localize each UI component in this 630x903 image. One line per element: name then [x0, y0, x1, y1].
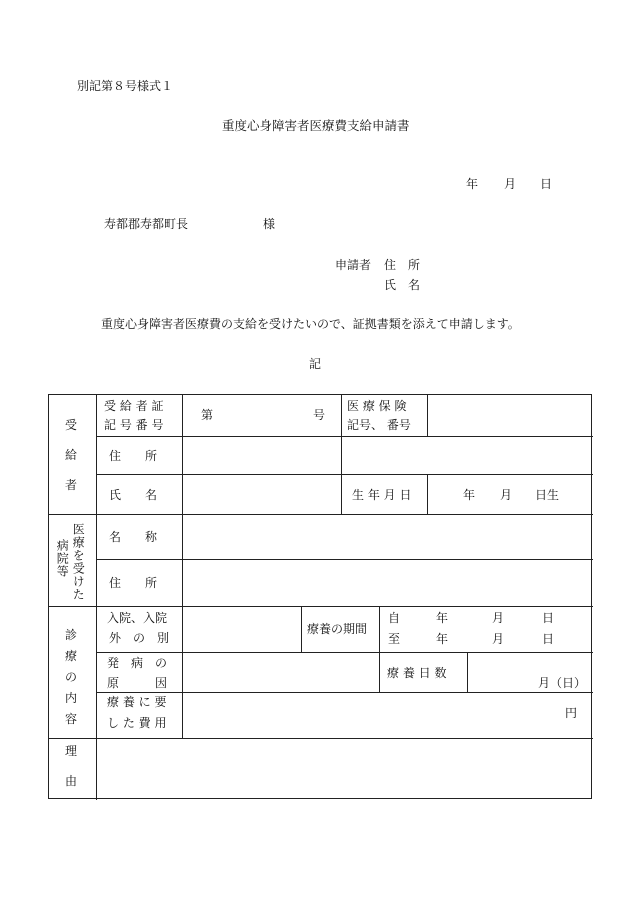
recipient-name-field[interactable] — [185, 477, 339, 512]
section-hospital-col1: 医療を受けた — [71, 523, 86, 601]
section-hospital-col2: 病院等 — [55, 539, 70, 578]
cost-unit: 円 — [565, 706, 578, 720]
hospital-name-label: 名 称 — [109, 530, 158, 544]
treatment-days-unit: 月（日） — [538, 676, 587, 690]
date-month-label: 月 — [504, 177, 517, 191]
reason-field[interactable] — [99, 741, 590, 797]
cert-label-line1: 受 給 者 証 — [104, 399, 164, 413]
addressee-name: 寿都郡寿都町長 — [104, 217, 189, 231]
section-treatment-char-5: 容 — [65, 712, 78, 726]
cost-field[interactable] — [185, 695, 555, 736]
birth-month-label: 月 — [500, 488, 513, 502]
cost-label-line1: 療 養 に 要 — [107, 695, 167, 709]
recipient-address-field[interactable] — [185, 439, 590, 472]
cert-dai-label: 第 — [201, 408, 214, 422]
period-from-year-label: 年 — [436, 611, 449, 625]
cost-label-line2: し た 費 用 — [107, 716, 167, 730]
section-treatment-char-1: 診 — [65, 628, 78, 642]
date-day-label: 日 — [540, 177, 553, 191]
hospital-address-label: 住 所 — [109, 576, 158, 590]
cert-number-field[interactable] — [215, 401, 309, 431]
hospital-address-field[interactable] — [185, 562, 590, 604]
cert-go-label: 号 — [313, 408, 326, 422]
period-to-day-label: 日 — [542, 632, 555, 646]
insurance-label-line1: 医 療 保 険 — [347, 399, 407, 413]
body-text: 重度心身障害者医療費の支給を受けたいので、証拠書類を添えて申請します。 — [101, 317, 520, 331]
cause-label-line1: 発 病 の — [107, 656, 168, 670]
period-to-month-label: 月 — [492, 632, 505, 646]
section-recipient-char-1: 受 — [65, 418, 78, 432]
period-to-year-label: 年 — [436, 632, 449, 646]
section-treatment-char-3: の — [65, 670, 78, 684]
inpatient-label-line2: 外 の 別 — [109, 631, 170, 645]
treatment-days-label: 療 養 日 数 — [387, 666, 447, 680]
form-title: 重度心身障害者医療費支給申請書 — [222, 118, 410, 133]
section-treatment-char-2: 療 — [65, 649, 78, 663]
section-reason-char-2: 由 — [65, 774, 78, 788]
birth-date-label: 生 年 月 日 — [352, 488, 412, 502]
cause-field[interactable] — [185, 655, 377, 690]
period-to-label: 至 — [388, 632, 401, 646]
applicant-label: 申請者 — [335, 258, 372, 272]
treatment-days-field[interactable] — [470, 655, 590, 690]
birth-day-label: 日生 — [535, 488, 560, 502]
applicant-address-label: 住 所 — [384, 258, 421, 272]
addressee-honorific: 様 — [263, 217, 276, 231]
hospital-name-field[interactable] — [185, 517, 590, 557]
form-number: 別記第８号様式１ — [77, 79, 174, 93]
section-recipient-char-3: 者 — [65, 478, 78, 492]
period-from-day-label: 日 — [542, 611, 555, 625]
birth-year-label: 年 — [463, 488, 476, 502]
period-from-month-label: 月 — [492, 611, 505, 625]
section-recipient-char-2: 給 — [65, 448, 78, 462]
period-from-label: 自 — [388, 611, 401, 625]
cert-label-line2: 記 号 番 号 — [104, 418, 164, 432]
ki-label: 記 — [309, 357, 322, 371]
treatment-period-label: 療養の期間 — [307, 622, 368, 636]
recipient-address-label: 住 所 — [109, 449, 158, 463]
recipient-name-label: 氏 名 — [109, 488, 158, 502]
insurance-label-line2: 記号、 番号 — [347, 418, 411, 432]
inpatient-label-line1: 入院、入院 — [107, 611, 168, 625]
section-treatment-char-4: 内 — [65, 691, 78, 705]
section-reason-char-1: 理 — [65, 744, 78, 758]
date-year-label: 年 — [466, 177, 479, 191]
inpatient-type-field[interactable] — [185, 609, 299, 650]
applicant-name-label: 氏 名 — [384, 278, 421, 292]
cause-label-line2: 原 因 — [107, 676, 168, 690]
insurance-number-field[interactable] — [430, 398, 590, 434]
application-table — [48, 394, 592, 799]
